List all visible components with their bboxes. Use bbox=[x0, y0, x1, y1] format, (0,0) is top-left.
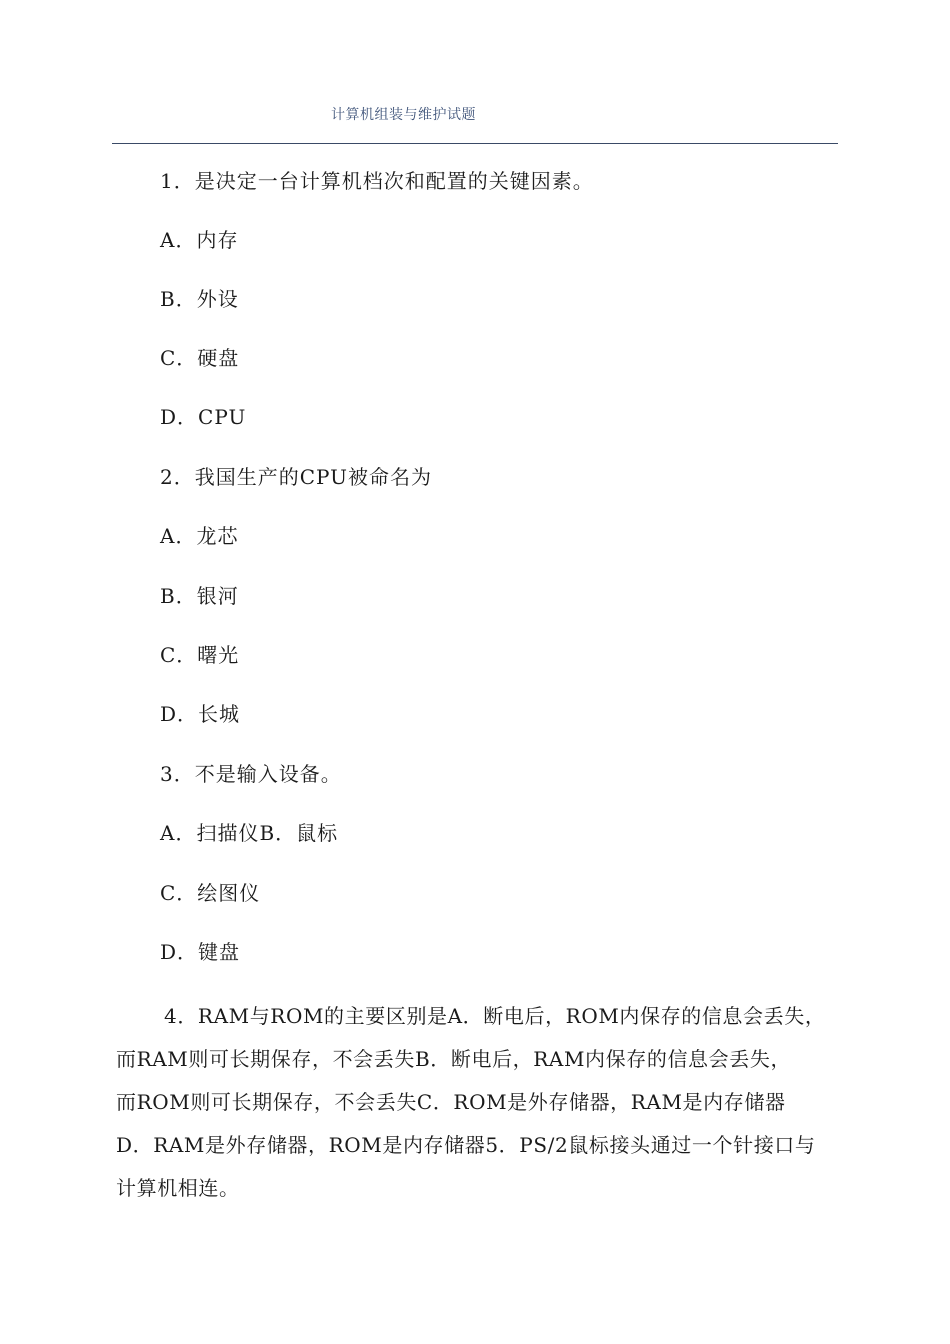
question-2-stem: 2．我国生产的CPU被命名为 bbox=[160, 465, 432, 489]
question-1-stem: 1．是决定一台计算机档次和配置的关键因素。 bbox=[160, 169, 594, 193]
question-1-option-b: B．外设 bbox=[160, 287, 239, 311]
question-2-option-b: B．银河 bbox=[160, 584, 239, 608]
paragraph-line: 而ROM则可长期保存，不会丢失C．ROM是外存储器，RAM是内存储器 bbox=[116, 1090, 786, 1114]
document-title: 计算机组装与维护试题 bbox=[331, 107, 476, 123]
question-2-option-c: C．曙光 bbox=[160, 643, 240, 667]
question-2-option-a: A．龙芯 bbox=[160, 524, 239, 548]
question-1-option-d: D．CPU bbox=[160, 405, 247, 429]
question-3-option-ab: A．扫描仪B．鼠标 bbox=[160, 821, 339, 845]
page-header bbox=[112, 92, 838, 144]
question-3-stem: 3．不是输入设备。 bbox=[160, 762, 342, 786]
paragraph-line: 4．RAM与ROM的主要区别是A．断电后，ROM内保存的信息会丢失， bbox=[164, 1004, 826, 1028]
question-3-option-d: D．键盘 bbox=[160, 940, 241, 964]
question-1-option-a: A．内存 bbox=[160, 228, 239, 252]
question-4-5-paragraph bbox=[116, 995, 836, 1210]
paragraph-line: 而RAM则可长期保存，不会丢失B．断电后，RAM内保存的信息会丢失， bbox=[116, 1047, 792, 1071]
paragraph-line: 计算机相连。 bbox=[116, 1176, 240, 1200]
paragraph-line: D．RAM是外存储器，ROM是内存储器5．PS/2鼠标接头通过一个针接口与 bbox=[116, 1133, 816, 1157]
question-2-option-d: D．长城 bbox=[160, 702, 241, 726]
question-1-option-c: C．硬盘 bbox=[160, 346, 240, 370]
question-3-option-c: C．绘图仪 bbox=[160, 881, 261, 905]
